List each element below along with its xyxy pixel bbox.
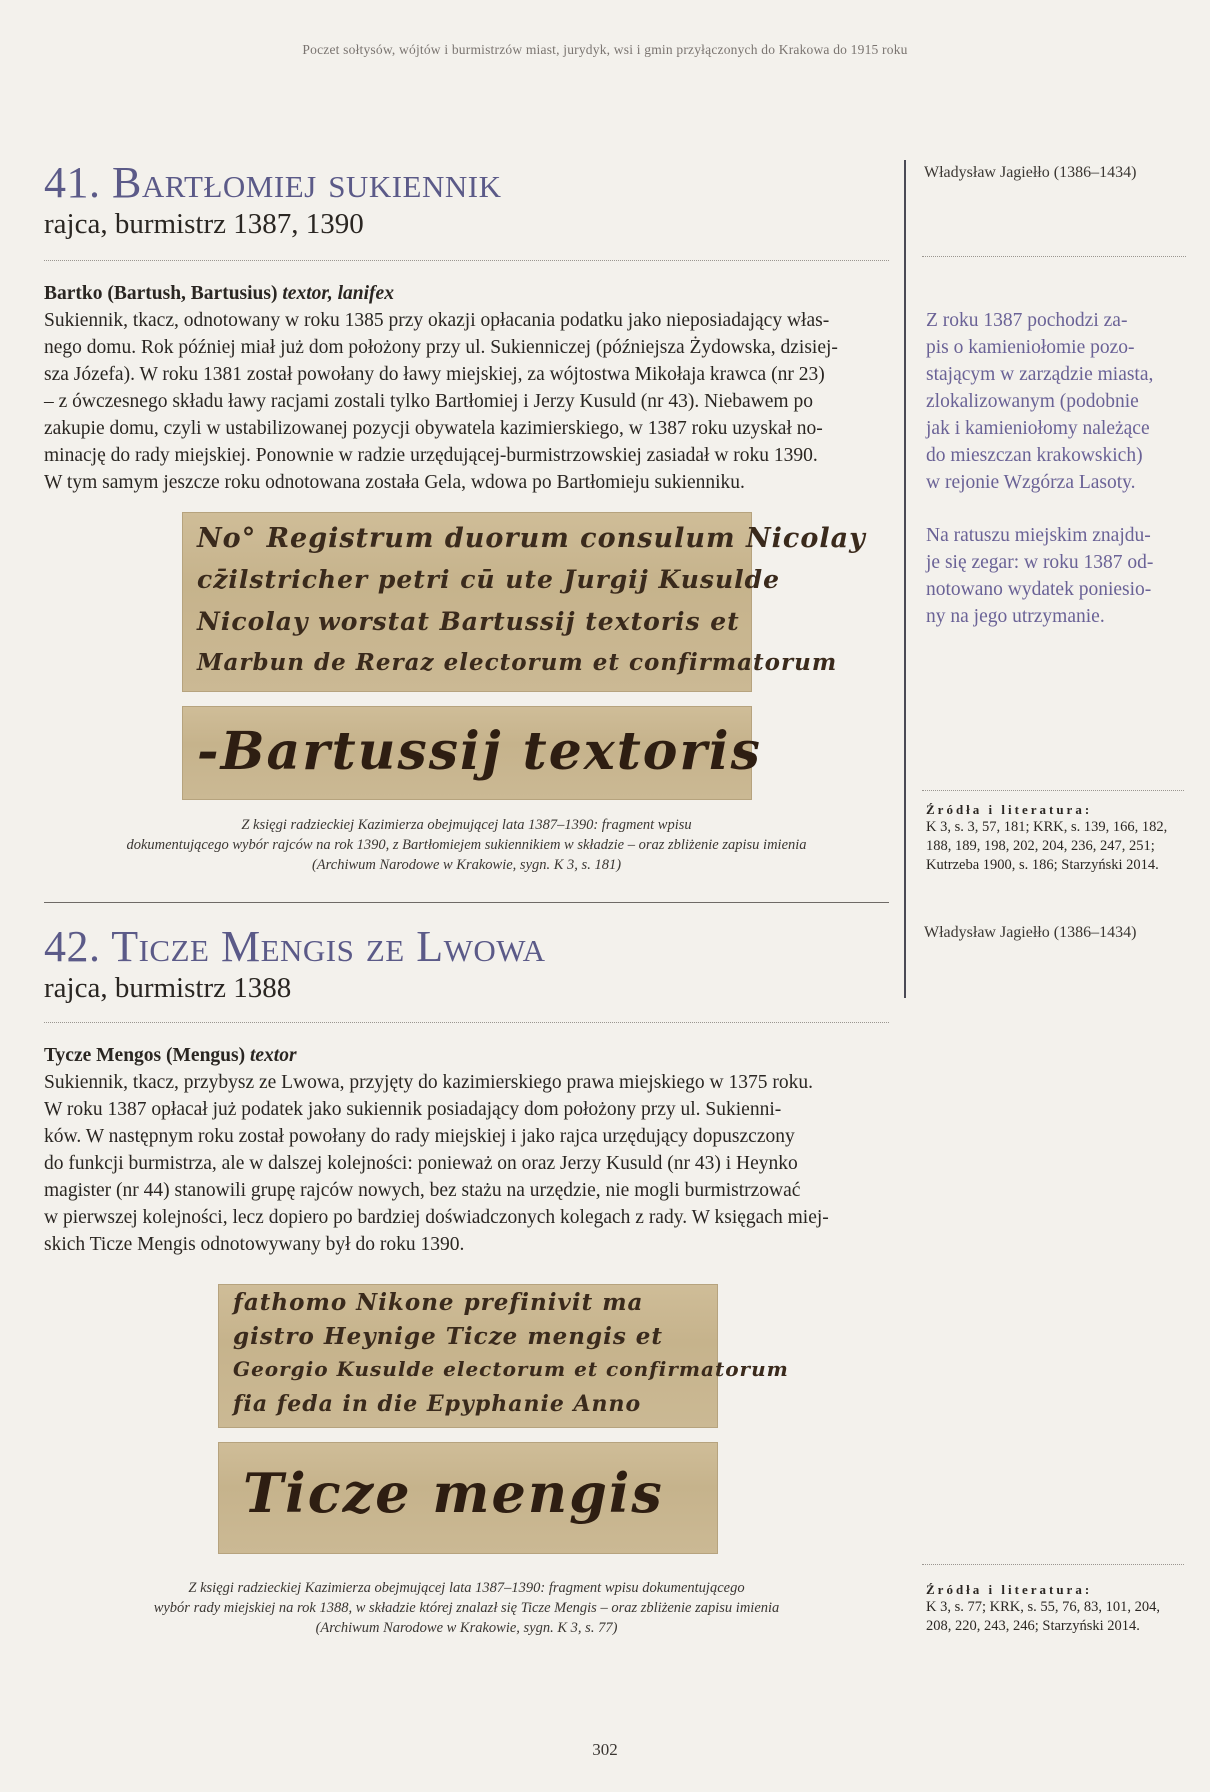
page-number: 302 <box>592 1740 618 1759</box>
body-line: ków. W następnym roku został powołany do rady miejskiej i jako rajca urzędujący dopuszczony <box>44 1126 795 1147</box>
manuscript-zoom-line: Ticze mengis <box>243 1461 664 1525</box>
side-note <box>926 307 1186 496</box>
sources-heading: Źródła i literatura: <box>926 802 1093 817</box>
side-note <box>926 522 1186 630</box>
manuscript-line: No° Registrum duorum consulum Nicolay <box>197 523 866 554</box>
side-note-line: do mieszczan krakowskich) <box>926 445 1143 466</box>
entry-42 <box>44 924 889 1258</box>
divider <box>44 1022 889 1023</box>
alias-latin: textor, lanifex <box>282 283 394 304</box>
entry-number: 41. <box>44 158 101 207</box>
sidebar-42 <box>906 922 1186 944</box>
alias-latin: textor <box>249 1045 297 1066</box>
manuscript-image <box>218 1284 789 1428</box>
body-line: magister (nr 44) stanowili grupę rajców nowych, bez stażu na urzędzie, nie mogli burmistrzować <box>44 1180 801 1201</box>
divider <box>922 256 1186 257</box>
manuscript-zoom-image <box>182 706 762 800</box>
manuscript-line: cz̄ilstricher petri cū ute Jurgij Kusulde <box>197 565 781 594</box>
body-line: zakupie domu, czyli w ustabilizowanej pozycji obywatela kazimierskiego, w 1387 roku uzyskał no- <box>44 418 823 439</box>
divider <box>44 260 889 261</box>
side-note-line: Z roku 1387 pochodzi za- <box>926 310 1128 331</box>
body-line: Sukiennik, tkacz, przybysz ze Lwowa, przyjęty do kazimierskiego prawa miejskiego w 1375 roku. <box>44 1072 813 1093</box>
divider <box>922 1564 1184 1565</box>
sidebar-41 <box>906 162 1186 630</box>
side-note-line: jak i kamieniołomy należące <box>926 418 1150 439</box>
side-note-line: zlokalizowanym (podobnie <box>926 391 1139 412</box>
alias-name: Tycze Mengos (Mengus) <box>44 1045 246 1066</box>
sources-line: Kutrzeba 1900, s. 186; Starzyński 2014. <box>926 857 1159 873</box>
side-note-line: Na ratuszu miejskim znajdu- <box>926 525 1151 546</box>
caption-line: Z księgi radzieckiej Kazimierza obejmującej lata 1387–1390: fragment wpisu <box>241 817 692 833</box>
alias-name: Bartko (Bartush, Bartusius) <box>44 283 278 304</box>
manuscript-zoom-image <box>218 1442 718 1554</box>
running-head: Poczet sołtysów, wójtów i burmistrzów miast, jurydyk, wsi i gmin przyłączonych do Krakowa do 1915 roku <box>302 42 908 57</box>
image-caption <box>44 815 889 875</box>
side-note-line: ny na jego utrzymanie. <box>926 606 1105 627</box>
entry-title <box>44 160 889 206</box>
body-line: W tym samym jeszcze roku odnotowana została Gela, wdowa po Bartłomieju sukienniku. <box>44 472 745 493</box>
manuscript-image <box>182 512 866 692</box>
entry-name: Bartłomiej sukiennik <box>112 158 502 207</box>
manuscript-line: Nicolay worstat Bartussij textoris et <box>197 607 740 636</box>
body-line: minację do rady miejskiej. Ponownie w radzie urzędującej-burmistrzowskiej zasiadał w roku 1390. <box>44 445 818 466</box>
sources-line: K 3, s. 77; KRK, s. 55, 76, 83, 101, 204, <box>926 1599 1161 1615</box>
reign-label: Władysław Jagiełło (1386–1434) <box>924 924 1137 941</box>
entry-separator <box>44 902 889 903</box>
manuscript-zoom-line: -Bartussij textoris <box>197 721 762 782</box>
body-line: nego domu. Rok później miał już dom położony przy ul. Sukienniczej (późniejsza Żydowska, dzisiej- <box>44 337 838 358</box>
entry-alias <box>44 1043 889 1069</box>
manuscript-line: Marbun de Reraz electorum et confirmatorum <box>197 649 838 676</box>
entry-number: 42. <box>44 922 101 971</box>
side-note-line: pis o kamieniołomie pozo- <box>926 337 1135 358</box>
caption-line: wybór rady miejskiej na rok 1388, w składzie której znalazł się Ticze Mengis – oraz zbliżenie zapisu imienia <box>153 1600 780 1616</box>
entry-41 <box>44 160 889 496</box>
body-line: Sukiennik, tkacz, odnotowany w roku 1385 przy okazji opłacania podatku jako nieposiadający włas- <box>44 310 830 331</box>
body-line: skich Ticze Mengis odnotowywany był do roku 1390. <box>44 1234 465 1255</box>
image-caption <box>44 1578 889 1638</box>
entry-alias <box>44 281 889 307</box>
entry-title <box>44 924 889 970</box>
side-note-line: je się zegar: w roku 1387 od- <box>926 552 1154 573</box>
sources-line: 188, 189, 198, 202, 204, 236, 247, 251; <box>926 838 1155 854</box>
body-line: sza Józefa). W roku 1381 został powołany do ławy miejskiej, za wójtostwa Mikołaja krawca (nr 23) <box>44 364 825 385</box>
entry-name: Ticze Mengis ze Lwowa <box>111 922 546 971</box>
caption-line: dokumentującego wybór rajców na rok 1390, z Bartłomiejem sukiennikiem w składzie – oraz zbliżenie zapisu imienia <box>126 837 807 853</box>
body-line: do funkcji burmistrza, ale w dalszej kolejności: ponieważ on oraz Jerzy Kusuld (nr 43) i Heynko <box>44 1153 798 1174</box>
manuscript-line: Georgio Kusulde electorum et confirmatorum <box>233 1357 789 1381</box>
sources-42 <box>926 1582 1188 1636</box>
side-note-line: notowano wydatek poniesio- <box>926 579 1152 600</box>
body-line: w pierwszej kolejności, lecz dopiero po bardziej doświadczonych kolegach z rady. W księgach miej- <box>44 1207 829 1228</box>
entry-body <box>44 1069 889 1258</box>
body-line: W roku 1387 opłacał już podatek jako sukiennik posiadający dom położony przy ul. Sukienni- <box>44 1099 782 1120</box>
entry-office: rajca, burmistrz 1387, 1390 <box>44 208 364 240</box>
entry-body <box>44 307 889 496</box>
sources-heading: Źródła i literatura: <box>926 1582 1093 1597</box>
sources-line: 208, 220, 243, 246; Starzyński 2014. <box>926 1618 1140 1634</box>
side-note-line: w rejonie Wzgórza Lasoty. <box>926 472 1136 493</box>
sources-41 <box>926 802 1188 875</box>
reign-label: Władysław Jagiełło (1386–1434) <box>924 164 1137 181</box>
caption-line: Z księgi radzieckiej Kazimierza obejmującej lata 1387–1390: fragment wpisu dokumentującego <box>188 1580 745 1596</box>
manuscript-line: gistro Heynige Ticze mengis et <box>233 1323 664 1350</box>
side-note-line: stającym w zarządzie miasta, <box>926 364 1154 385</box>
sources-line: K 3, s. 3, 57, 181; KRK, s. 139, 166, 182, <box>926 819 1168 835</box>
manuscript-line: fia feda in die Epyphanie Anno <box>233 1391 642 1417</box>
divider <box>922 790 1184 791</box>
entry-office: rajca, burmistrz 1388 <box>44 972 292 1004</box>
manuscript-line: fathomo Nikone prefinivit ma <box>233 1289 644 1316</box>
caption-line: (Archiwum Narodowe w Krakowie, sygn. K 3, s. 181) <box>311 857 622 873</box>
body-line: – z ówczesnego składu ławy racjami zostali tylko Bartłomiej i Jerzy Kusuld (nr 43). Niebawem po <box>44 391 813 412</box>
caption-line: (Archiwum Narodowe w Krakowie, sygn. K 3, s. 77) <box>315 1620 618 1636</box>
